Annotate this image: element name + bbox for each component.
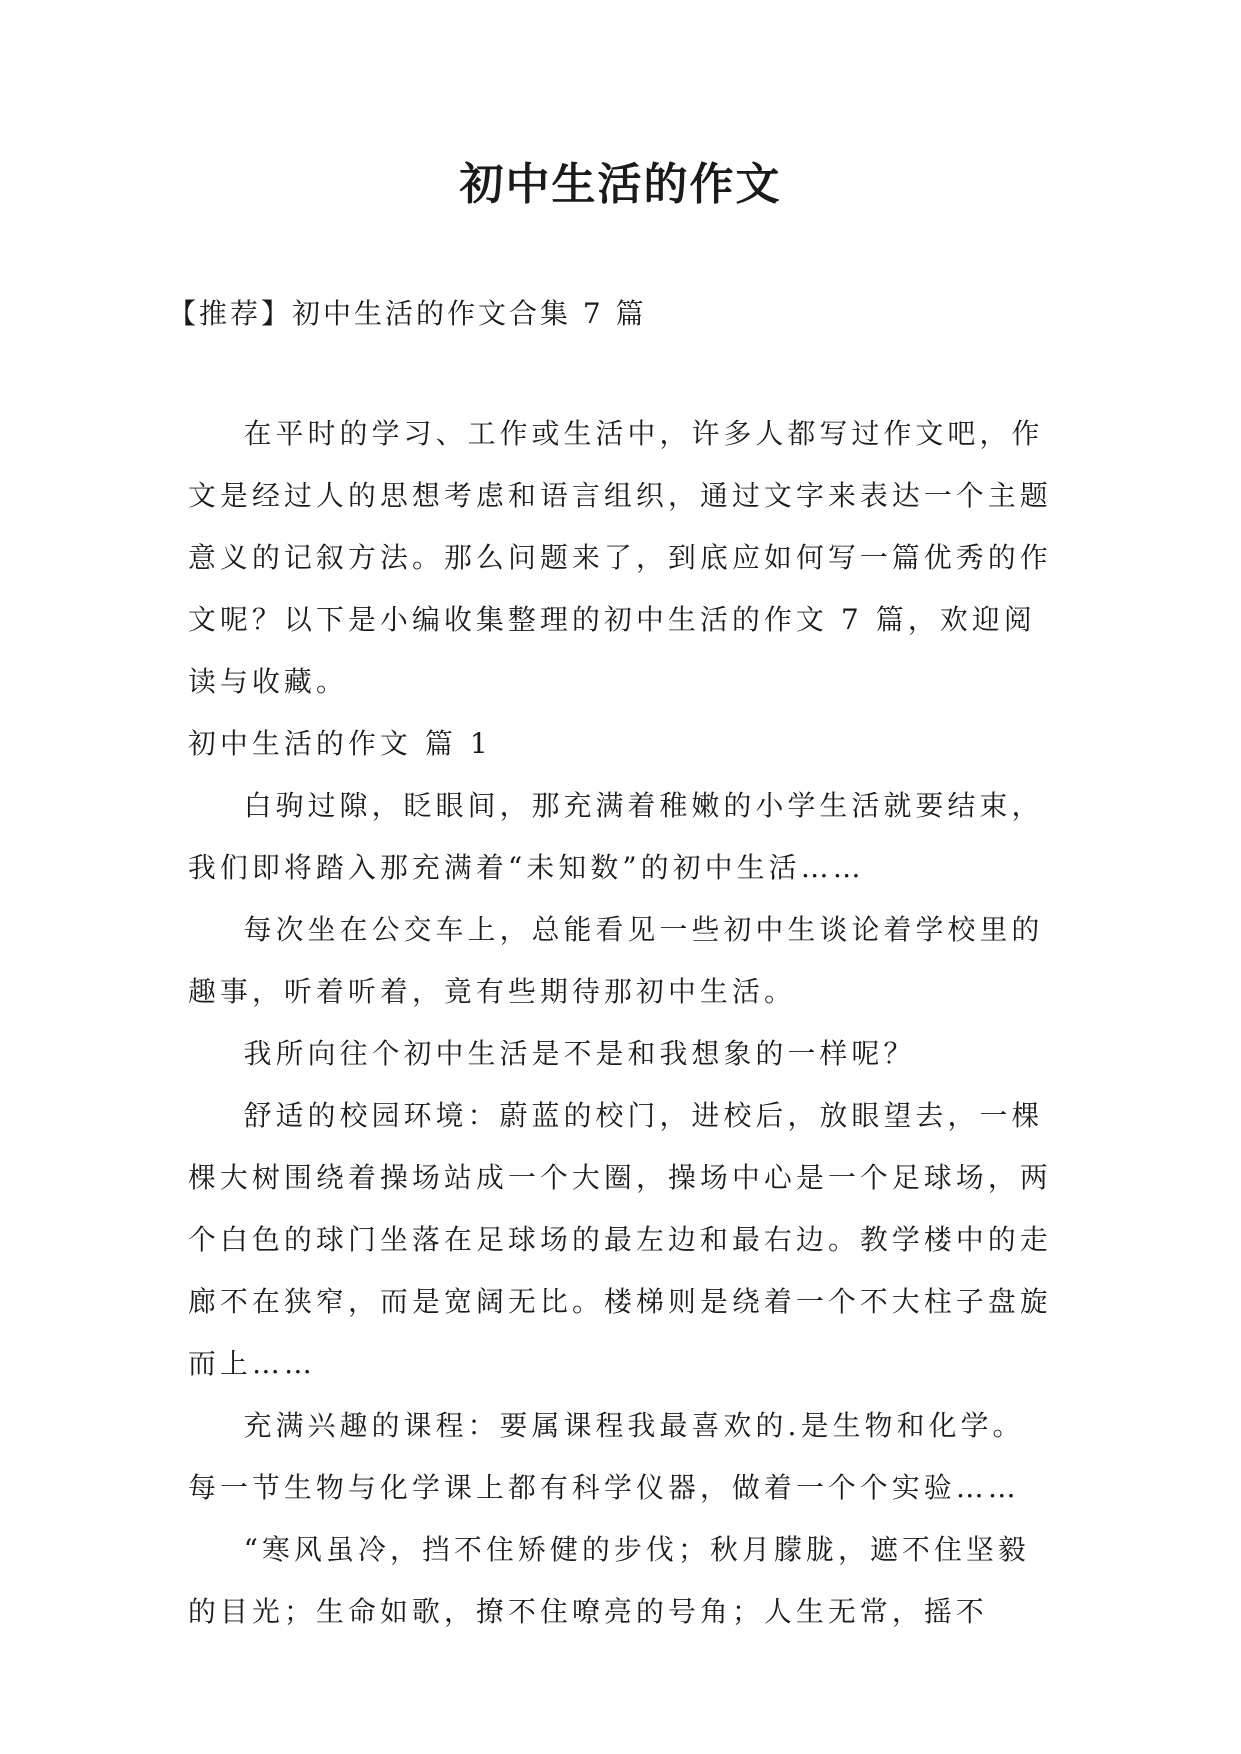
document-subtitle: 【推荐】初中生活的作文合集 7 篇 bbox=[168, 297, 647, 330]
document-title: 初中生活的作文 bbox=[459, 159, 782, 210]
document-body bbox=[188, 403, 1054, 1643]
body-paragraph: 我所向往个初中生活是不是和我想象的一样呢？ bbox=[243, 1037, 916, 1070]
body-paragraph: “寒风虽冷，挡不住矫健的步伐；秋月朦胧，遮不住坚毅的目光；生命如歌，撩不住嘹亮的号角；人生无常，摇不 bbox=[188, 1533, 1030, 1628]
body-paragraph: 白驹过隙，眨眼间，那充满着稚嫩的小学生活就要结束，我们即将踏入那充满着“未知数”的初中生活…… bbox=[188, 789, 1044, 884]
body-paragraph: 充满兴趣的课程：要属课程我最喜欢的.是生物和化学。每一节生物与化学课上都有科学仪器，做着一个个实验…… bbox=[188, 1409, 1025, 1504]
body-paragraph: 舒适的校园环境：蔚蓝的校门，进校后，放眼望去，一棵棵大树围绕着操场站成一个大圈，操场中心是一个足球场，两个白色的球门坐落在足球场的最左边和最右边。教学楼中的走廊不在狭窄，而是宽阔无比。楼梯则是绕着一个不大柱子盘旋而上…… bbox=[188, 1099, 1052, 1380]
section-heading: 初中生活的作文 篇 1 bbox=[188, 727, 492, 760]
intro-paragraph: 在平时的学习、工作或生活中，许多人都写过作文吧，作文是经过人的思想考虑和语言组织，通过文字来表达一个主题意义的记叙方法。那么问题来了，到底应如何写一篇优秀的作文呢？以下是小编收集整理的初中生活的作文 7 篇，欢迎阅读与收藏。 bbox=[188, 417, 1052, 698]
body-paragraph: 每次坐在公交车上，总能看见一些初中生谈论着学校里的趣事，听着听着，竟有些期待那初中生活。 bbox=[188, 913, 1044, 1008]
